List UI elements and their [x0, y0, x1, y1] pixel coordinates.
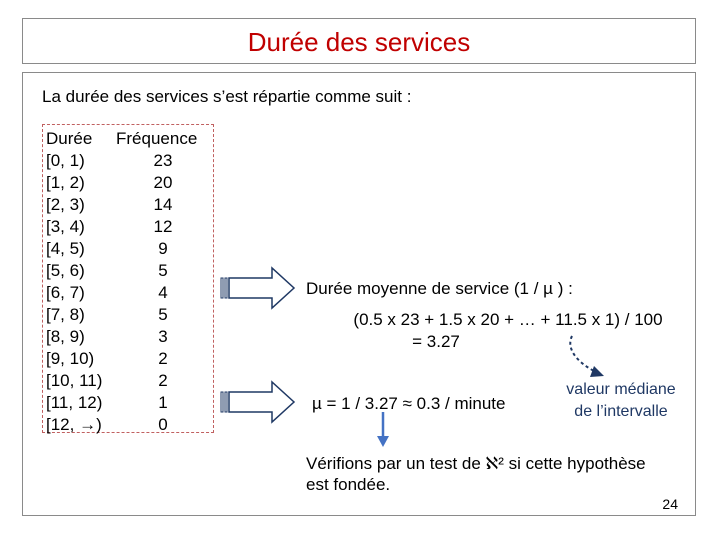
frequency-cell: 14: [153, 195, 173, 214]
frequency-cell: 5: [158, 261, 168, 280]
duration-cell: [6, 7): [46, 283, 85, 302]
median-note-line2: de l’intervalle: [574, 403, 668, 420]
intro-text: La durée des services s’est répartie comme suit :: [42, 87, 412, 106]
frequency-cell: 2: [158, 349, 168, 368]
frequency-cell: 3: [158, 327, 168, 346]
mean-formula: (0.5 x 23 + 1.5 x 20 + … + 11.5 x 1) / 100: [353, 310, 663, 329]
mean-label: Durée moyenne de service (1 / µ ) :: [306, 279, 573, 298]
frequency-column: [116, 128, 210, 436]
duration-cell: [1, 2): [46, 173, 85, 192]
frequency-cell: 5: [158, 305, 168, 324]
conclusion-line2: est fondée.: [306, 475, 391, 494]
duration-cell: [10, 11): [46, 371, 103, 390]
dashed-arrow-icon: [560, 332, 610, 386]
duration-cell: [3, 4): [46, 217, 85, 236]
title-frame: [22, 18, 696, 64]
conclusion-line1: Vérifions par un test de ℵ² si cette hypothèse: [306, 454, 646, 473]
duration-cell: [7, 8): [46, 305, 85, 324]
duration-cell: [12, →): [46, 415, 102, 434]
mean-result: = 3.27: [412, 332, 460, 351]
frequency-cell: 2: [158, 371, 168, 390]
duration-cell: [11, 12): [46, 393, 103, 412]
frequency-cell: 12: [153, 217, 173, 236]
duration-column: [46, 128, 102, 436]
frequency-cell: 4: [158, 283, 168, 302]
duration-cell: [4, 5): [46, 239, 85, 258]
frequency-cell: 1: [158, 393, 168, 412]
block-arrow-right-icon: [220, 380, 296, 424]
frequency-cell: 9: [158, 239, 168, 258]
frequency-cell: 23: [153, 151, 173, 170]
slide-title: Durée des services: [247, 27, 471, 57]
frequency-cell: 20: [153, 173, 173, 192]
frequency-header: Fréquence: [116, 129, 198, 148]
mu-result: µ = 1 / 3.27 ≈ 0.3 / minute: [312, 394, 506, 413]
median-note-line1: valeur médiane: [566, 381, 676, 398]
page-number: 24: [662, 496, 678, 512]
duration-cell: [0, 1): [46, 151, 85, 170]
duration-cell: [5, 6): [46, 261, 85, 280]
arrow-down-icon: [374, 410, 392, 448]
duration-header: Durée: [46, 129, 93, 148]
duration-cell: [2, 3): [46, 195, 85, 214]
duration-cell: [9, 10): [46, 349, 95, 368]
frequency-cell: 0: [158, 415, 168, 434]
block-arrow-right-icon: [220, 266, 296, 310]
duration-cell: [8, 9): [46, 327, 85, 346]
